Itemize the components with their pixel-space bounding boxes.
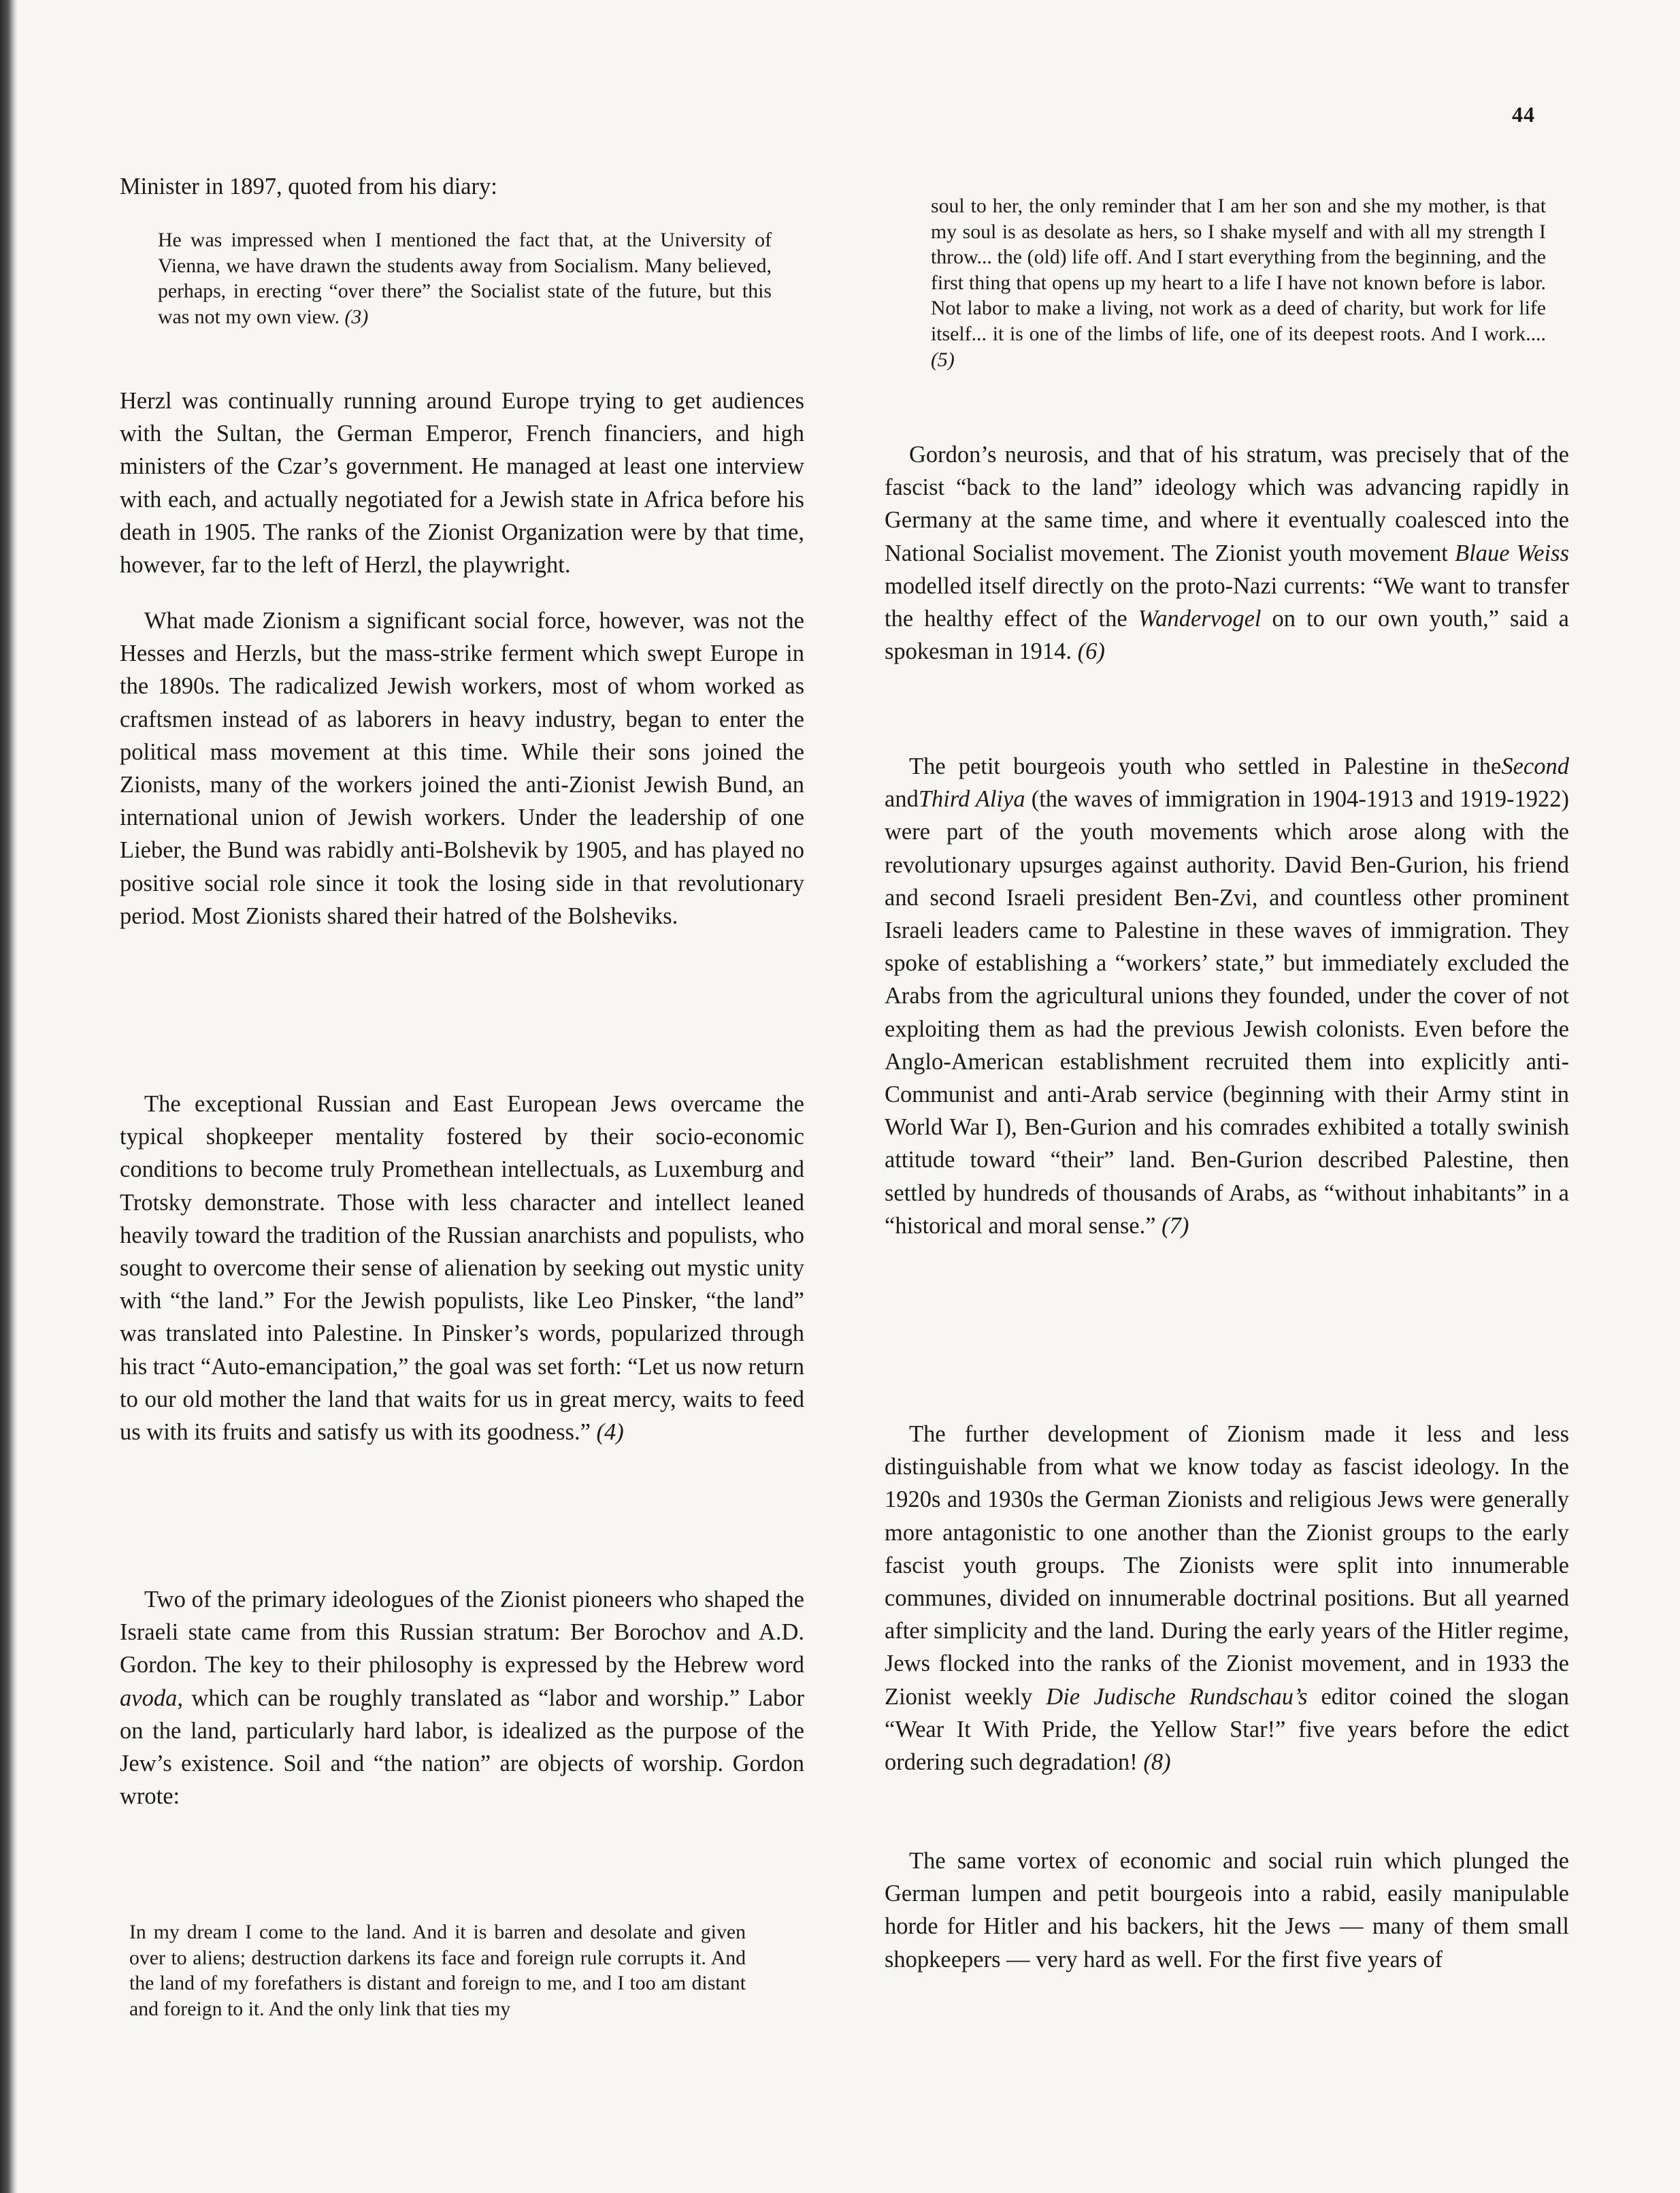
movement-name: Blaue Weiss bbox=[1455, 540, 1569, 566]
paragraph-gordon-neurosis bbox=[885, 438, 1569, 668]
paragraph-text: The petit bourgeois youth who settled in Palestine in the bbox=[909, 753, 1502, 779]
paragraph-text: , which can be roughly translated as “labor and worship.” Labor on the land, particularly hard labor, is idealized as the purpose of the Jew’s existence. Soil and “the nation” are objects of worship. Gordon wrote: bbox=[120, 1685, 804, 1810]
paragraph-text: and bbox=[885, 786, 919, 813]
quote-text: soul to her, the only reminder that I am her son and she my mother, is that my soul is as desolate as hers, so I shake myself and with all my strength I throw... the (old) life off. And I start everything from the beginning, and the first thing that opens up my heart to a life I have not known before is labor. Not labor to make a living, not work as a deed of charity, but work for life itself... it is one of the limbs of life, one of its deepest roots. And I work.... bbox=[931, 195, 1546, 345]
quote-text: He was impressed when I mentioned the fact that, at the University of Vienna, we have drawn the students away from Socialism. Many believed, perhaps, in erecting “over there” the Socialist state of the future, but this was not my own view. bbox=[158, 229, 772, 328]
paragraph-text: on to our own youth,” said a spokesman in 1914. bbox=[885, 606, 1569, 665]
citation-marker: (7) bbox=[1162, 1212, 1189, 1239]
paragraph-text: The further development of Zionism made it less and less distinguishable from what we know today as fascist ideology. In the 1920s and 1930s the German Zionists and religious Jews were generally more antagonistic to one another than the Zionist groups to the early fascist youth groups. The Zionists were split into innumerable communes, divided on innumerable doctrinal positions. But all yearned after simplicity and the land. During the early years of the Hitler regime, Jews flocked into the ranks of the Zionist movement, and in 1933 the Zionist weekly bbox=[885, 1421, 1569, 1710]
paragraph-text: modelled itself directly on the proto-Nazi currents: “We want to transfer the healthy effect of the bbox=[885, 572, 1569, 632]
paragraph-intro: Minister in 1897, quoted from his diary: bbox=[120, 174, 497, 199]
citation-marker: (4) bbox=[596, 1419, 624, 1446]
paragraph-text: Gordon’s neurosis, and that of his stratum, was precisely that of the fascist “back to the land” ideology which was advancing rapidly in Germany at the same time, and where it eventually coalesced into the National Socialist movement. The Zionist youth movement bbox=[885, 442, 1569, 566]
citation-marker: (5) bbox=[931, 348, 955, 371]
paragraph-herzl: Herzl was continually running around Europe trying to get audiences with the Sultan, the German Emperor, French financiers, and high ministers of the Czar’s government. He managed at least one interview with each, and actually negotiated for a Jewish state in Africa before his death in 1905. The ranks of the Zionist Organization were by that time, however, far to the left of Herzl, the playwright. bbox=[120, 388, 804, 579]
paragraph-economic-ruin: The same vortex of economic and social ruin which plunged the German lumpen and petit bourgeois into a rabid, easily manipulable horde for Hitler and his backers, hit the Jews — many of them small shopkeepers — very hard as well. For the first five years of bbox=[885, 1848, 1569, 1972]
aliya-term: Third Aliya bbox=[918, 786, 1025, 813]
paragraph-text: Two of the primary ideologues of the Zionist pioneers who shaped the Israeli state came from this Russian stratum: Ber Borochov and A.D. Gordon. The key to their philosophy is expressed by the Hebrew word bbox=[120, 1587, 804, 1678]
scan-binding-edge bbox=[0, 0, 18, 2193]
citation-marker: (3) bbox=[344, 305, 369, 328]
paragraph-fascist-ideology bbox=[885, 1418, 1569, 1778]
newspaper-name: Die Judische Rundschau’s bbox=[1046, 1683, 1308, 1710]
block-quote-gordon-continued bbox=[931, 193, 1546, 372]
paragraph-aliya bbox=[885, 750, 1569, 1242]
citation-marker: (6) bbox=[1077, 638, 1105, 665]
block-quote-herzl-diary bbox=[158, 227, 772, 329]
movement-name: Wandervogel bbox=[1138, 606, 1262, 632]
paragraph-mass-strike: What made Zionism a significant social force, however, was not the Hesses and Herzls, but the mass-strike ferment which swept Europe in the 1890s. The radicalized Jewish workers, most of whom worked as craftsmen instead of as laborers in heavy industry, began to enter the political mass movement at this time. While their sons joined the Zionists, many of the workers joined the anti-Zionist Jewish Bund, an international union of Jewish workers. Under the leadership of one Lieber, the Bund was rabidly anti-Bolshevik by 1905, and has played no positive social role since it took the losing side in that revolutionary period. Most Zionists shared their hatred of the Bolsheviks. bbox=[120, 608, 804, 929]
page-number: 44 bbox=[1512, 102, 1535, 127]
paragraph-text: (the waves of immigration in 1904-1913 and 1919-1922) were part of the youth movements which arose along with the revolutionary upsurges against authority. David Ben-Gurion, his friend and second Israeli president Ben-Zvi, and countless other prominent Israeli leaders came to Palestine in these waves of immigration. They spoke of establishing a “workers’ state,” but immediately excluded the Arabs from the agricultural unions they founded, under the cover of not exploiting them as had the previous Jewish colonists. Even before the Anglo-American establishment recruited them into explicitly anti-Communist and anti-Arab service (beginning with their Army stint in World War I), Ben-Gurion and his comrades exhibited a totally swinish attitude toward “their” land. Ben-Gurion described Palestine, then settled by hundreds of thousands of Arabs, as “without inhabitants” in a “historical and moral sense.” bbox=[885, 786, 1569, 1239]
aliya-term: Second bbox=[1501, 753, 1569, 779]
citation-marker: (8) bbox=[1143, 1749, 1171, 1776]
paragraph-text: The exceptional Russian and East European Jews overcame the typical shopkeeper mentality fostered by their socio-economic conditions to become truly Promethean intellectuals, as Luxemburg and Trotsky demonstrate. Those with less character and intellect leaned heavily toward the tradition of the Russian anarchists and populists, who sought to overcome their sense of alienation by seeking out mystic unity with “the land.” For the Jewish populists, like Leo Pinsker, “the land” was translated into Palestine. In Pinsker’s words, popularized through his tract “Auto-emancipation,” the goal was set forth: “Let us now return to our old mother the land that waits for us in great mercy, waits to feed us with its fruits and satisfy us with its goodness.” bbox=[120, 1091, 804, 1446]
paragraph-text: editor coined the slogan “Wear It With Pride, the Yellow Star!” five years before the edict ordering such degradation! bbox=[885, 1683, 1569, 1776]
paragraph-ideologues bbox=[120, 1583, 804, 1813]
block-quote-gordon: In my dream I come to the land. And it is barren and desolate and given over to aliens; destruction darkens its face and foreign rule corrupts it. And the land of my forefathers is distant and foreign to me, and I too am distant and foreign to it. And the only link that ties my bbox=[129, 1921, 746, 2020]
hebrew-term: avoda bbox=[120, 1685, 178, 1711]
paragraph-russian-jews bbox=[120, 1088, 804, 1448]
